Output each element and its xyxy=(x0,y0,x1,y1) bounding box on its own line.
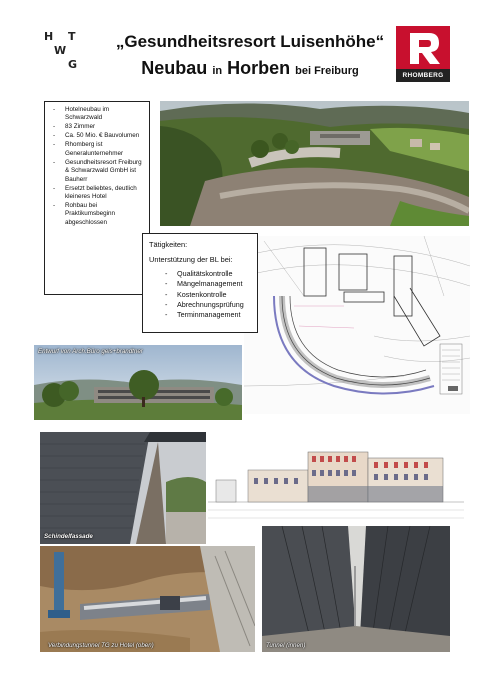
fact-item: - Rhomberg ist Generalunternehmer xyxy=(51,141,145,158)
rhomberg-logo xyxy=(396,26,450,82)
htwg-letter-w: W xyxy=(54,44,67,57)
elevation-drawing xyxy=(208,440,464,530)
task-item: - Mängelmanagement xyxy=(149,279,251,289)
fact-item: - 83 Zimmer xyxy=(51,123,145,131)
htwg-letter-t: T xyxy=(68,30,76,43)
poster-subtitle xyxy=(110,58,390,79)
htwg-letter-g: G xyxy=(68,58,78,71)
caption-tunnel-top: Verbindungstunnel TG zu Hotel (oben) xyxy=(48,642,154,649)
architect-render-image xyxy=(34,345,242,420)
task-item: - Kostenkontrolle xyxy=(149,290,251,300)
task-item: - Terminmanagement xyxy=(149,310,251,320)
task-item: - Qualitätskontrolle xyxy=(149,269,251,279)
rhomberg-r-icon xyxy=(396,26,450,69)
aerial-site-photo xyxy=(160,101,469,226)
caption-facade: Schindelfassade xyxy=(44,533,93,540)
site-plan-drawing xyxy=(244,236,470,414)
subtitle-bei-freiburg: bei Freiburg xyxy=(295,65,359,77)
subtitle-neubau: Neubau xyxy=(141,58,208,78)
fact-item: - Gesundheitsresort Freiburg & Schwarzwald GmbH ist Bauherr xyxy=(51,159,145,184)
facade-photo xyxy=(40,432,206,544)
poster-title: „Gesundheitsresort Luisenhöhe“ xyxy=(115,32,385,51)
tasks-subheading: Unterstützung der BL bei: xyxy=(149,255,233,264)
project-facts-box xyxy=(44,101,150,295)
subtitle-in: in xyxy=(212,65,223,77)
tasks-heading: Tätigkeiten: xyxy=(149,240,188,249)
rhomberg-wordmark: RHOMBERG xyxy=(396,69,450,82)
htwg-letter-h: H xyxy=(44,30,54,43)
tunnel-inside-photo xyxy=(262,526,450,652)
htwg-logo xyxy=(44,30,84,76)
tasks-box xyxy=(142,233,258,333)
tunnel-top-photo xyxy=(40,546,255,652)
subtitle-horben: Horben xyxy=(227,58,291,78)
fact-item: - Rohbau bei Praktikumsbeginn abgeschlossen xyxy=(51,202,145,227)
caption-render: Entwurf von Arch.Büro geis+brandtner xyxy=(38,348,143,355)
caption-tunnel-inside: Tunnel (innen) xyxy=(266,642,306,649)
fact-item: - Hotelneubau im Schwarzwald xyxy=(51,106,145,123)
task-item: - Abrechnungsprüfung xyxy=(149,300,251,310)
fact-item: - Ersetzt beliebtes, deutlich kleineres Hotel xyxy=(51,185,145,202)
fact-item: - Ca. 50 Mio. € Bauvolumen xyxy=(51,132,145,140)
